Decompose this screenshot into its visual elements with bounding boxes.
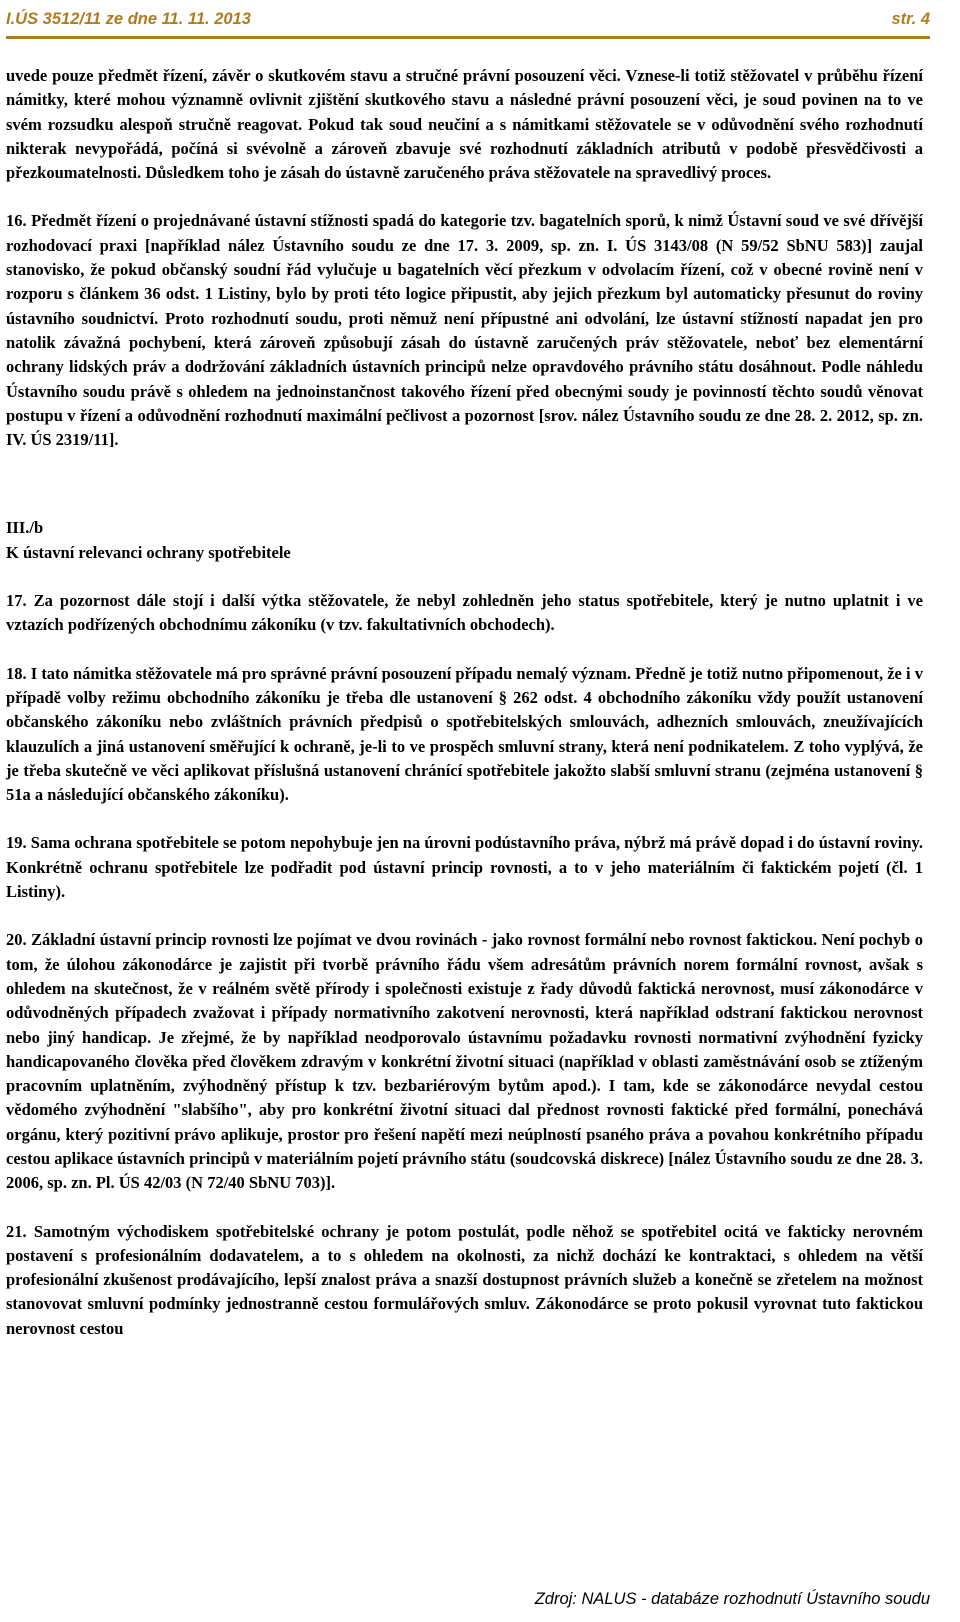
paragraph-19: 19. Sama ochrana spotřebitele se potom nepohybuje jen na úrovni podústavního práva, nýbrž má právě dopad i do ústavní roviny. Konkrétně ochranu spotřebitele lze podřadit pod ústavní princip rovnosti, a to v jeho materiálním či faktickém pojetí (čl. 1 Listiny). — [6, 833, 923, 902]
paragraph-16: 16. Předmět řízení o projednávané ústavní stížnosti spadá do kategorie tzv. bagatelních sporů, k nimž Ústavní soud ve své dřívější rozhodovací praxi [například nález Ústavního soudu ze dne 17. 3. 2009, sp. zn. I. ÚS 3143/08 (N 59/52 SbNU 583)] zaujal stanovisko, že pokud občanský soudní řád vylučuje u bagatelních věcí přezkum v odvolacím řízení, což v obecné rovině není v rozporu s článkem 36 odst. 1 Listiny, bylo by proti této logice připustit, aby jejich přezkum byl automaticky přesunut do roviny ústavního soudnictví. Proto rozhodnutí soudu, proti němuž není přípustné ani odvolání, lze ústavní stížností napadat jen pro natolik závažná pochybení, která zároveň způsobují zásah do ústavně zaručených práv stěžovatele, neboť bez elementární ochrany lidských práv a dodržování základních ústavních principů nelze opravdového právního státu dosáhnout. Podle náhledu Ústavního soudu právě s ohledem na jednoinstančnost takového řízení před obecnými soudy je povinností těchto soudů věnovat postupu v řízení a odůvodnění rozhodnutí maximální pečlivost a pozornost [srov. nález Ústavního soudu ze dne 28. 2. 2012, sp. zn. IV. ÚS 2319/11]. — [6, 211, 923, 450]
document-body — [6, 64, 923, 1341]
paragraph-17: 17. Za pozornost dále stojí i další výtka stěžovatele, že nebyl zohledněn jeho status spotřebitele, který je nutno uplatnit i ve vztazích podřízených obchodnímu zákoníku (v tzv. fakultativních obchodech). — [6, 591, 923, 635]
paragraph-18: 18. I tato námitka stěžovatele má pro správné právní posouzení případu nemalý význam. Předně je totiž nutno připomenout, že i v případě volby režimu obchodního zákoníku je třeba dle ustanovení § 262 odst. 4 obchodního zákoníku vždy použít ustanovení občanského zákoníku nebo zvláštních právních předpisů o spotřebitelských smlouvách, adhezních smlouvách, zneužívajících klauzulích a jiná ustanovení směřující k ochraně, je-li to ve prospěch smluvní strany, která není podnikatelem. Z toho vyplývá, že je třeba skutečně ve věci aplikovat příslušná ustanovení chránící spotřebitele jakožto slabší smluvní stranu (zejména ustanovení § 51a a následující občanského zákoníku). — [6, 663, 923, 805]
section-title: K ústavní relevanci ochrany spotřebitele — [6, 542, 291, 562]
paragraph-20: 20. Základní ústavní princip rovnosti lze pojímat ve dvou rovinách - jako rovnost formální nebo rovnost faktickou. Není pochyb o tom, že úlohou zákonodárce je zajistit při tvorbě právního řádu všem adresátům právních norem formální rovnost, avšak s ohledem na skutečnost, že v reálném světě přírody i společnosti existuje z řady důvodů faktická nerovnost, musí zákonodárce v odůvodněných případech zvažovat i případy normativního zakotvení nerovnosti, která například odstraní faktickou nerovnost nebo jiný handicap. Je zřejmé, že by například neodporovalo ústavnímu požadavku rovnosti normativní zvýhodnění fyzicky handicapovaného člověka před člověkem zdravým v konkrétní životní situaci (například v oblasti zaměstnávání osob se ztíženým pracovním uplatněním, zvýhodněný přístup k tzv. bezbariérovým bytům apod.). I tam, kde se zákonodárce nevydal cestou vědomého zvýhodnění "slabšího", aby pro konkrétní životní situaci dal přednost rovnosti faktické před formální, ponechává orgánu, který pozitivní právo aplikuje, prostor pro řešení napětí mezi neúplností psaného práva a povahou konkrétního případu cestou aplikace ústavních principů v materiálním pojetí právního státu (soudcovská diskrece) [nález Ústavního soudu ze dne 28. 3. 2006, sp. zn. Pl. ÚS 42/03 (N 72/40 SbNU 703)]. — [6, 930, 923, 1193]
paragraph-21: 21. Samotným východiskem spotřebitelské ochrany je potom postulát, podle něhož se spotřebitel ocitá ve fakticky nerovném postavení s profesionálním dodavatelem, a to s ohledem na okolnosti, za nichž dochází ke kontraktaci, s ohledem na větší profesionální zkušenost prodávajícího, lepší znalost práva a snazší dostupnost právních služeb a konečně se zřetelem na možnost stanovovat smluvní podmínky jednostranně cestou formulářových smluv. Zákonodárce se proto pokusil vyrovnat tuto faktickou nerovnost cestou — [6, 1221, 923, 1338]
page-number: str. 4 — [891, 10, 930, 28]
section-number: III./b — [6, 518, 44, 538]
source-footer: Zdroj: NALUS - databáze rozhodnutí Ústavního soudu — [534, 1590, 930, 1608]
page-header — [6, 6, 930, 39]
case-reference: I.ÚS 3512/11 ze dne 11. 11. 2013 — [6, 10, 251, 28]
paragraph-intro: uvede pouze předmět řízení, závěr o skutkovém stavu a stručné právní posouzení věci. Vznese-li totiž stěžovatel v průběhu řízení námitky, které mohou významně ovlivnit zjištění skutkového stavu a následné právní posouzení věci, je soud povinen na to ve svém rozsudku alespoň stručně reagovat. Pokud tak soud neučiní a s námitkami stěžovatele se v odůvodnění svého rozhodnutí nikterak nevypořádá, počíná si svévolně a zároveň zbavuje své rozhodnutí základních atributů v podobě přesvědčivosti a přezkoumatelnosti. Důsledkem toho je zásah do ústavně zaručeného práva stěžovatele na spravedlivý proces. — [6, 66, 923, 183]
